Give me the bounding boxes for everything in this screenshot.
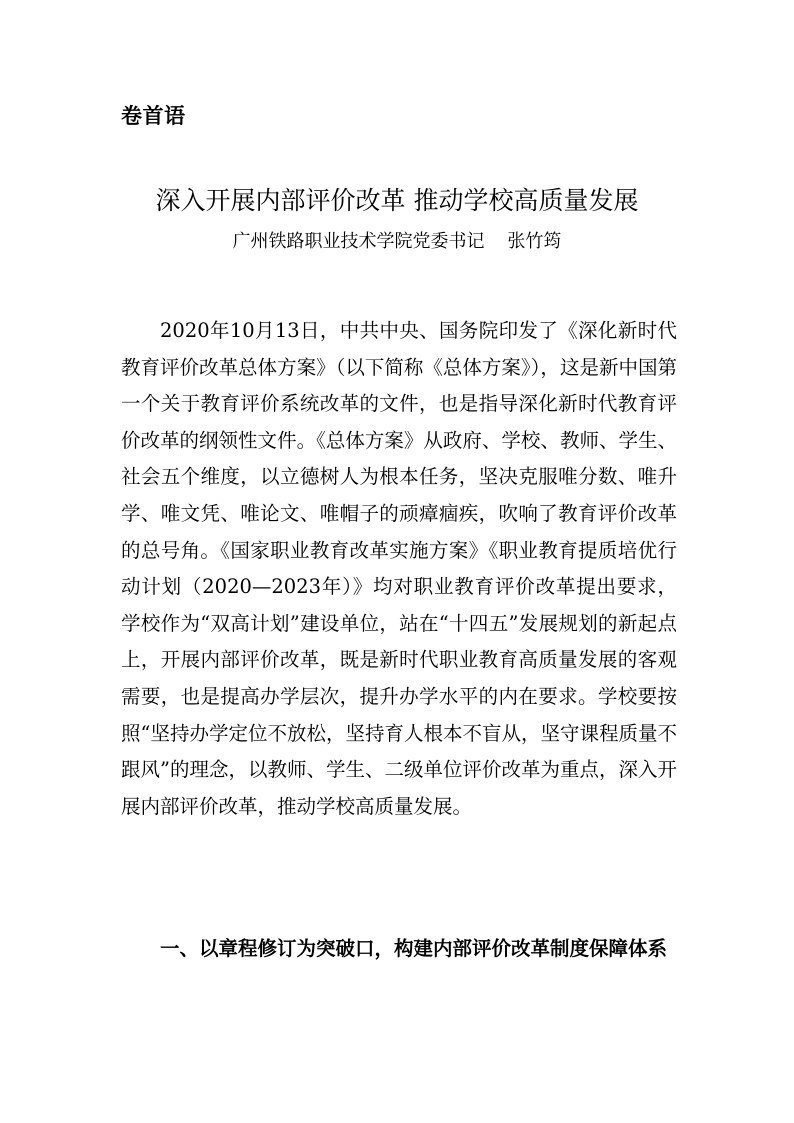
article-title: 深入开展内部评价改革 推动学校高质量发展 [155,186,639,215]
section-heading: 一、以章程修订为突破口，构建内部评价改革制度保障体系 [160,937,668,960]
section-label: 卷首语 [121,104,186,128]
author-line: 广州铁路职业技术学院党委书记 张竹筠 [232,231,562,252]
body-paragraph: 2020年10月13日，中共中央、国务院印发了《深化新时代教育评价改革总体方案》（以下简称《总体方案》），这是新中国第一个关于教育评价系统改革的文件，也是指导深化新时代教育评价改革的纲领性文件。《总体方案》从政府、学校、教师、学生、社会五个维度，以立德树人为根本任务，坚决克服唯分数、唯升学、唯文凭、唯论文、唯帽子的顽瘴痼疾，吹响了教育评价改革的总号角。《国家职业教育改革实施方案》《职业教育提质培优行动计划（2020—2023年）》均对职业教育评价改革提出要求，学校作为“双高计划”建设单位，站在“十四五”发展规划的新起点上，开展内部评价改革，既是新时代职业教育高质量发展的客观需要，也是提高办学层次，提升办学水平的内在要求。学校要按照“坚持办学定位不放松，坚持育人根本不盲从，坚守课程质量不跟风”的理念，以教师、学生、二级单位评价改革为重点，深入开展内部评价改革，推动学校高质量发展。 [121,319,677,818]
